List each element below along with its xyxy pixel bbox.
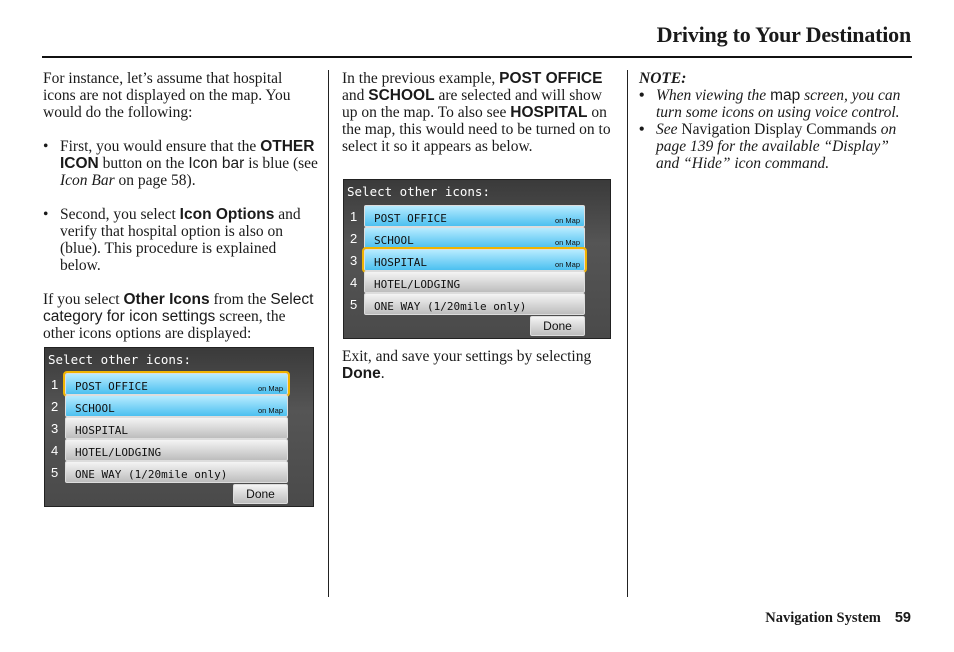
post-office-term: POST OFFICE <box>499 70 603 87</box>
column-1 <box>43 70 318 359</box>
row-number: 2 <box>350 231 358 246</box>
row-label: HOTEL/LODGING <box>75 446 162 459</box>
screen-row <box>45 373 313 395</box>
exit-paragraph <box>342 348 617 382</box>
other-icons-term: Other Icons <box>123 291 210 308</box>
school-button[interactable] <box>65 395 288 417</box>
text: Exit, and save your settings by selecting <box>342 348 592 365</box>
row-label: POST OFFICE <box>75 380 148 393</box>
previous-example-paragraph <box>342 70 617 155</box>
screen-title: Select other icons: <box>48 352 191 367</box>
hotel-lodging-button[interactable] <box>364 271 585 293</box>
row-label: POST OFFICE <box>374 212 447 225</box>
other-icon-term: OTHER ICON <box>60 138 315 172</box>
text: In the previous example, <box>342 70 500 87</box>
row-label: HOSPITAL <box>75 424 128 437</box>
text: button on the <box>98 155 189 172</box>
text: When viewing the <box>656 87 771 104</box>
footer-section: Navigation System <box>765 610 881 626</box>
on-map-label: on Map <box>554 238 580 247</box>
select-category-term: Select category for icon settings <box>43 291 314 325</box>
select-other-icons-screen-2 <box>343 179 611 339</box>
icon-options-term: Icon Options <box>179 206 275 223</box>
screen-row <box>344 293 610 315</box>
school-button[interactable] <box>364 227 585 249</box>
step-2 <box>43 206 318 274</box>
text: First, you would ensure that the <box>60 138 261 155</box>
note-column <box>639 70 904 172</box>
row-number: 3 <box>350 253 358 268</box>
post-office-button[interactable] <box>364 205 585 227</box>
row-label: SCHOOL <box>374 234 414 247</box>
note-item-1 <box>639 87 904 121</box>
step-1 <box>43 138 318 189</box>
text: screen, the other icons options are displayed: <box>43 308 286 342</box>
done-term: Done <box>342 365 381 382</box>
text: are selected and will show up on the map. To also see <box>342 87 603 121</box>
hospital-term: HOSPITAL <box>510 104 588 121</box>
select-other-icons-screen-1 <box>44 347 314 507</box>
screen-row <box>344 205 610 227</box>
row-label: SCHOOL <box>75 402 115 415</box>
header-rule <box>42 56 912 58</box>
column-divider-2 <box>627 70 628 597</box>
page-title: Driving to Your Destination <box>656 22 911 47</box>
column-2-exit <box>342 348 617 399</box>
hospital-button[interactable] <box>364 249 585 271</box>
row-label: ONE WAY (1/20mile only) <box>75 468 228 481</box>
screen-row <box>344 227 610 249</box>
text: on page 139 for the available “Display” and “Hide” icon command. <box>656 121 897 172</box>
column-2 <box>342 70 617 172</box>
screen-row <box>344 271 610 293</box>
text: on the map, this would need to be turned on to select it so it appears as below. <box>342 104 611 155</box>
on-map-label: on Map <box>257 406 283 415</box>
icon-bar-term: Icon bar <box>188 155 245 172</box>
on-map-label: on Map <box>554 216 580 225</box>
screen-title: Select other icons: <box>347 184 490 199</box>
school-term: SCHOOL <box>368 87 435 104</box>
text: screen, you can turn some icons on using voice control. <box>656 87 901 121</box>
screen-row <box>344 249 610 271</box>
one-way-button[interactable] <box>364 293 585 315</box>
on-map-label: on Map <box>257 384 283 393</box>
hospital-button[interactable] <box>65 417 288 439</box>
row-label: HOTEL/LODGING <box>374 278 461 291</box>
other-icons-paragraph <box>43 291 318 342</box>
note-list <box>639 87 904 172</box>
note-item-2 <box>639 121 904 172</box>
done-button[interactable]: Done <box>233 484 288 504</box>
nav-display-commands-ref: Navigation Display Commands <box>681 121 877 138</box>
on-map-label: on Map <box>554 260 580 269</box>
text: is blue (see <box>244 155 318 172</box>
row-number: 1 <box>51 377 59 392</box>
steps-list <box>43 138 318 274</box>
row-number: 5 <box>350 297 358 312</box>
post-office-button[interactable] <box>65 373 288 395</box>
row-label: ONE WAY (1/20mile only) <box>374 300 527 313</box>
text: Second, you select <box>60 206 180 223</box>
screen-row <box>45 417 313 439</box>
map-term: map <box>770 87 801 104</box>
text: If you select <box>43 291 124 308</box>
row-number: 4 <box>51 443 59 458</box>
column-divider-1 <box>328 70 329 597</box>
screen-row <box>45 461 313 483</box>
note-title: NOTE: <box>639 70 687 87</box>
intro-paragraph: For instance, let’s assume that hospital icons are not displayed on the map. You would do the following: <box>43 70 291 121</box>
row-number: 5 <box>51 465 59 480</box>
row-number: 4 <box>350 275 358 290</box>
row-number: 3 <box>51 421 59 436</box>
icon-bar-ref: Icon Bar <box>60 172 115 189</box>
text: on page 58). <box>114 172 196 189</box>
page-number: 59 <box>894 610 911 626</box>
done-button[interactable]: Done <box>530 316 585 336</box>
row-number: 1 <box>350 209 358 224</box>
screen-row <box>45 439 313 461</box>
row-number: 2 <box>51 399 59 414</box>
page-footer <box>765 610 911 627</box>
text: and verify that hospital option is also on (blue). This procedure is explained below. <box>60 206 301 274</box>
text: and <box>342 87 369 104</box>
text: . <box>380 365 385 382</box>
row-label: HOSPITAL <box>374 256 427 269</box>
screen-row <box>45 395 313 417</box>
text: See <box>656 121 682 138</box>
one-way-button[interactable] <box>65 461 288 483</box>
text: from the <box>209 291 271 308</box>
hotel-lodging-button[interactable] <box>65 439 288 461</box>
